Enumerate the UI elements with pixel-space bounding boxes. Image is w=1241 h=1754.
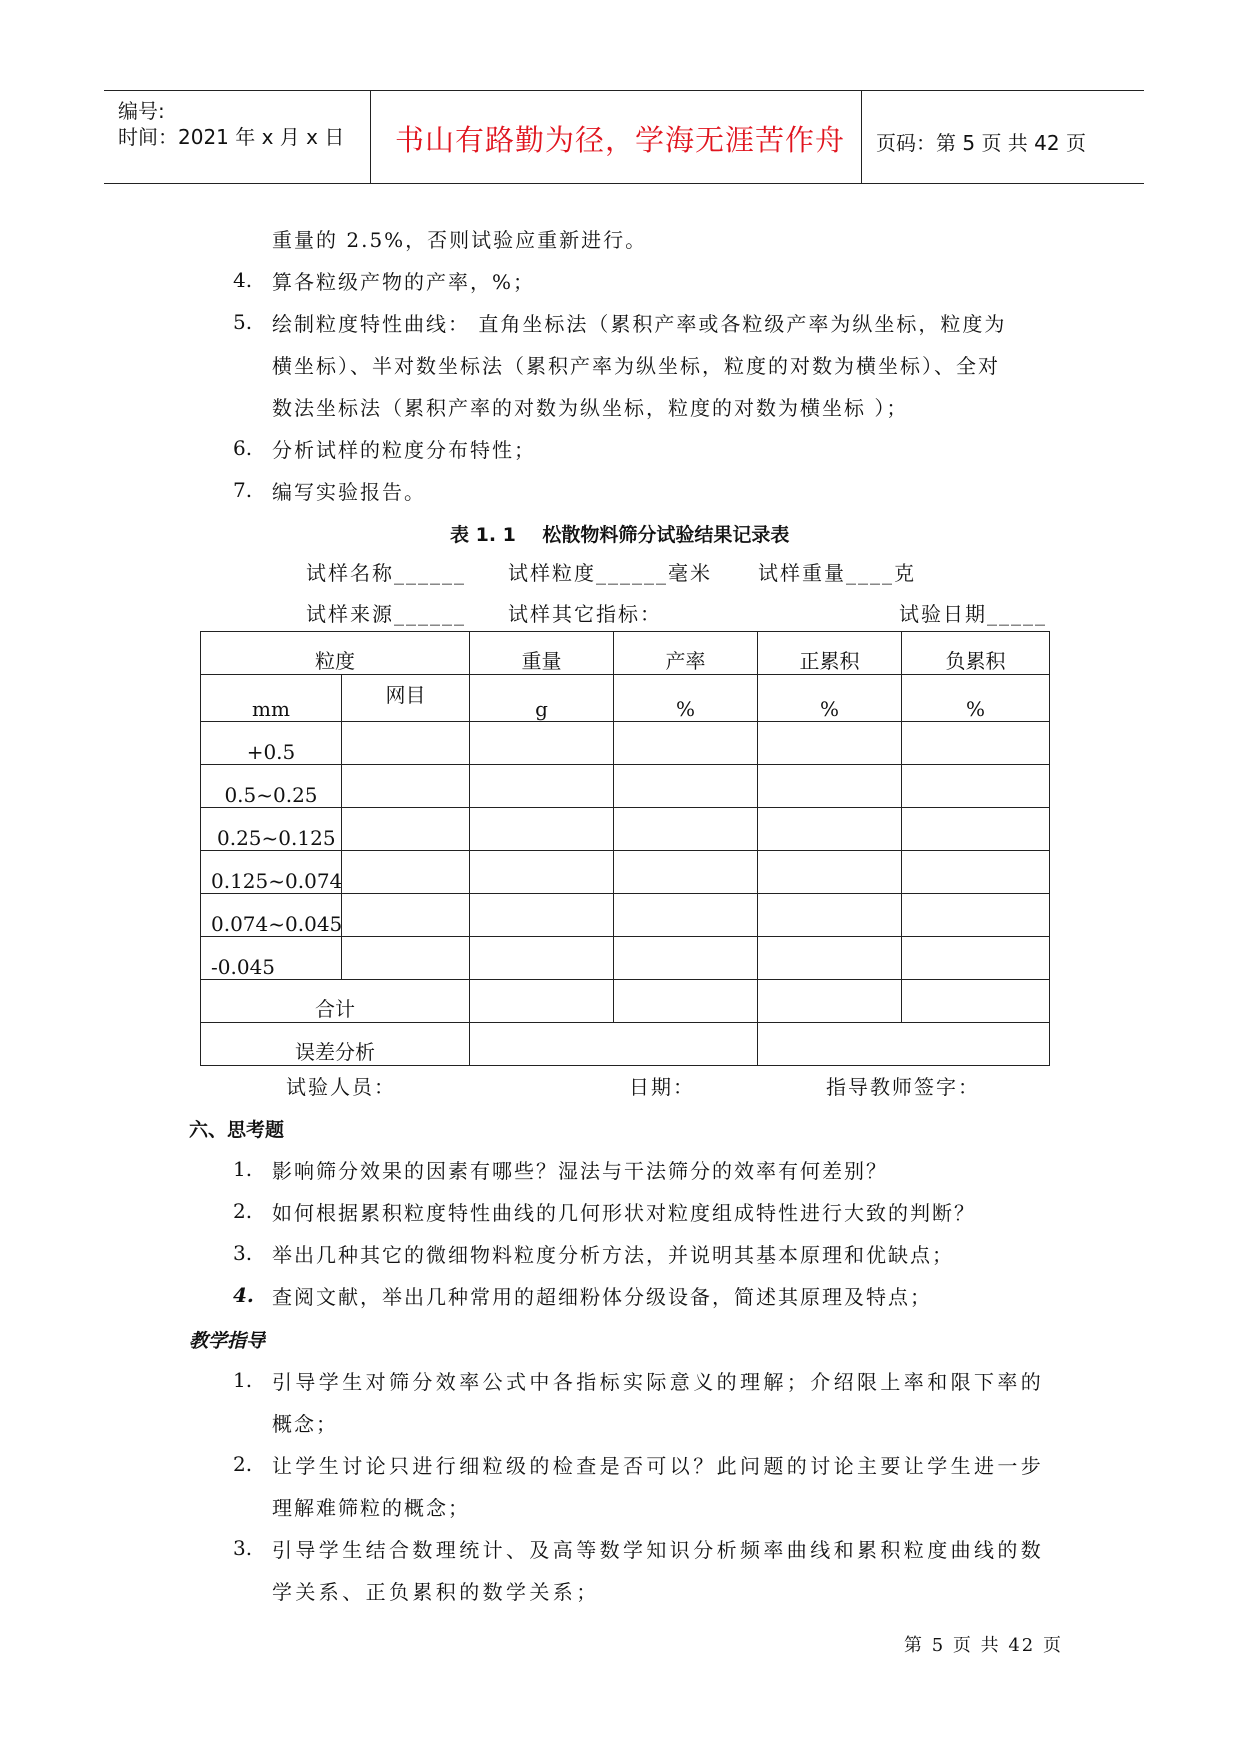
total-neg-cell bbox=[902, 980, 1050, 1023]
sample-name: 试样名称______ bbox=[306, 561, 466, 585]
question-3-text: 举出几种其它的微细物料粒度分析方法，并说明其基本原理和优缺点； bbox=[272, 1243, 954, 1267]
weight-cell bbox=[470, 851, 614, 894]
tester-label: 试验人员： bbox=[286, 1075, 396, 1099]
guidance-2-number: 2. bbox=[233, 1452, 253, 1476]
pos-cum-cell bbox=[758, 851, 902, 894]
unit-percent-pos: % bbox=[758, 675, 902, 722]
teacher-signature-label: 指导教师签字： bbox=[826, 1075, 980, 1099]
pos-cum-cell bbox=[758, 722, 902, 765]
size-cell: 0.25~0.125 bbox=[201, 808, 342, 851]
question-1-text: 影响筛分效果的因素有哪些？湿法与干法筛分的效率有何差别？ bbox=[272, 1159, 888, 1183]
yield-cell bbox=[614, 894, 758, 937]
step-7-text: 编写实验报告。 bbox=[272, 480, 426, 504]
step-5-line-1: 绘制粒度特性曲线： 直角坐标法（累积产率或各粒级产率为纵坐标，粒度为 bbox=[272, 312, 1007, 336]
step-3-continuation: 重量的 2.5%，否则试验应重新进行。 bbox=[272, 228, 648, 252]
mesh-cell bbox=[342, 722, 470, 765]
pos-cum-cell bbox=[758, 894, 902, 937]
table-row bbox=[201, 722, 1050, 765]
table-total-row bbox=[201, 980, 1050, 1023]
neg-cum-cell bbox=[902, 851, 1050, 894]
weight-cell bbox=[470, 808, 614, 851]
sample-weight: 试样重量____克 bbox=[758, 561, 916, 585]
error-analysis-cell-right bbox=[758, 1023, 1050, 1066]
sign-date-label: 日期： bbox=[629, 1075, 695, 1099]
total-label: 合计 bbox=[201, 980, 470, 1023]
table-header-row bbox=[201, 632, 1050, 675]
unit-percent-yield: % bbox=[614, 675, 758, 722]
date-label: 时间：2021 年 x 月 x 日 bbox=[118, 125, 345, 149]
size-cell: 0.074~0.045 bbox=[201, 894, 342, 937]
pos-cum-cell bbox=[758, 765, 902, 808]
step-6-number: 6. bbox=[233, 436, 253, 460]
unit-percent-neg: % bbox=[902, 675, 1050, 722]
footer-page-number: 第 5 页 共 42 页 bbox=[904, 1635, 1063, 1656]
guidance-3-number: 3. bbox=[233, 1536, 253, 1560]
guidance-1-line-1: 引导学生对筛分效率公式中各指标实际意义的理解；介绍限上率和限下率的 bbox=[272, 1370, 1045, 1394]
header-bottom-rule bbox=[104, 183, 1144, 184]
header-motto: 书山有路勤为径，学海无涯苦作舟 bbox=[395, 123, 846, 157]
step-5-number: 5. bbox=[233, 310, 253, 334]
question-2-number: 2. bbox=[233, 1199, 253, 1223]
total-yield-cell bbox=[614, 980, 758, 1023]
neg-cum-cell bbox=[902, 722, 1050, 765]
neg-cum-cell bbox=[902, 808, 1050, 851]
sample-source: 试样来源______ bbox=[306, 602, 466, 626]
total-pos-cell bbox=[758, 980, 902, 1023]
mesh-cell bbox=[342, 765, 470, 808]
test-date: 试验日期_____ bbox=[899, 602, 1047, 626]
header-divider-right bbox=[861, 90, 862, 183]
weight-cell bbox=[470, 937, 614, 980]
pos-cum-cell bbox=[758, 937, 902, 980]
header-neg-cumulative: 负累积 bbox=[902, 632, 1050, 675]
weight-cell bbox=[470, 765, 614, 808]
sieve-results-table bbox=[200, 631, 1050, 1066]
weight-cell bbox=[470, 722, 614, 765]
question-2-text: 如何根据累积粒度特性曲线的几何形状对粒度组成特性进行大致的判断？ bbox=[272, 1201, 976, 1225]
guidance-2-line-2: 理解难筛粒的概念； bbox=[272, 1496, 470, 1520]
neg-cum-cell bbox=[902, 937, 1050, 980]
guidance-1-line-2: 概念； bbox=[272, 1412, 338, 1436]
guidance-title: 教学指导 bbox=[189, 1330, 266, 1352]
yield-cell bbox=[614, 808, 758, 851]
unit-mm: mm bbox=[201, 675, 342, 722]
table-row bbox=[201, 808, 1050, 851]
neg-cum-cell bbox=[902, 765, 1050, 808]
step-7-number: 7. bbox=[233, 478, 253, 502]
size-cell: 0.5~0.25 bbox=[201, 765, 342, 808]
question-4-text: 查阅文献，举出几种常用的超细粉体分级设备，简述其原理及特点； bbox=[272, 1285, 932, 1309]
size-cell: +0.5 bbox=[201, 722, 342, 765]
unit-mesh: 网目 bbox=[342, 675, 470, 722]
guidance-2-line-1: 让学生讨论只进行细粒级的检查是否可以？此问题的讨论主要让学生进一步 bbox=[272, 1454, 1045, 1478]
table-caption: 表 1. 1 松散物料筛分试验结果记录表 bbox=[450, 524, 790, 546]
mesh-cell bbox=[342, 808, 470, 851]
neg-cum-cell bbox=[902, 894, 1050, 937]
header-top-rule bbox=[104, 90, 1144, 91]
yield-cell bbox=[614, 937, 758, 980]
step-6-text: 分析试样的粒度分布特性； bbox=[272, 438, 536, 462]
mesh-cell bbox=[342, 937, 470, 980]
mesh-cell bbox=[342, 894, 470, 937]
step-5-line-2: 横坐标）、半对数坐标法（累积产率为纵坐标，粒度的对数为横坐标）、全对 bbox=[272, 354, 1000, 378]
question-4-number: 4. bbox=[233, 1283, 254, 1307]
table-row bbox=[201, 894, 1050, 937]
question-3-number: 3. bbox=[233, 1241, 253, 1265]
step-4-text: 算各粒级产物的产率，%； bbox=[272, 270, 536, 294]
page-info: 页码：第 5 页 共 42 页 bbox=[876, 131, 1086, 155]
total-weight-cell bbox=[470, 980, 614, 1023]
table-row bbox=[201, 937, 1050, 980]
questions-title: 六、思考题 bbox=[189, 1119, 285, 1141]
yield-cell bbox=[614, 851, 758, 894]
table-row bbox=[201, 765, 1050, 808]
pos-cum-cell bbox=[758, 808, 902, 851]
step-4-number: 4. bbox=[233, 268, 253, 292]
yield-cell bbox=[614, 765, 758, 808]
mesh-cell bbox=[342, 851, 470, 894]
sample-other: 试样其它指标： bbox=[508, 602, 662, 626]
question-1-number: 1. bbox=[233, 1157, 253, 1181]
yield-cell bbox=[614, 722, 758, 765]
error-analysis-cell bbox=[470, 1023, 758, 1066]
error-analysis-label: 误差分析 bbox=[201, 1023, 470, 1066]
guidance-1-number: 1. bbox=[233, 1368, 253, 1392]
serial-label: 编号: bbox=[118, 99, 165, 123]
guidance-3-line-1: 引导学生结合数理统计、及高等数学知识分析频率曲线和累积粒度曲线的数 bbox=[272, 1538, 1045, 1562]
header-size: 粒度 bbox=[201, 632, 470, 675]
header-divider-left bbox=[370, 90, 371, 183]
header-weight: 重量 bbox=[470, 632, 614, 675]
size-cell: -0.045 bbox=[201, 937, 342, 980]
step-5-line-3: 数法坐标法（累积产率的对数为纵坐标，粒度的对数为横坐标 ）； bbox=[272, 396, 909, 420]
sample-size: 试样粒度______毫米 bbox=[508, 561, 712, 585]
unit-g: g bbox=[470, 675, 614, 722]
header-pos-cumulative: 正累积 bbox=[758, 632, 902, 675]
table-row bbox=[201, 851, 1050, 894]
header-yield: 产率 bbox=[614, 632, 758, 675]
table-error-row bbox=[201, 1023, 1050, 1066]
table-unit-row bbox=[201, 675, 1050, 722]
size-cell: 0.125~0.074 bbox=[201, 851, 342, 894]
weight-cell bbox=[470, 894, 614, 937]
guidance-3-line-2: 学关系、正负累积的数学关系； bbox=[272, 1580, 600, 1604]
